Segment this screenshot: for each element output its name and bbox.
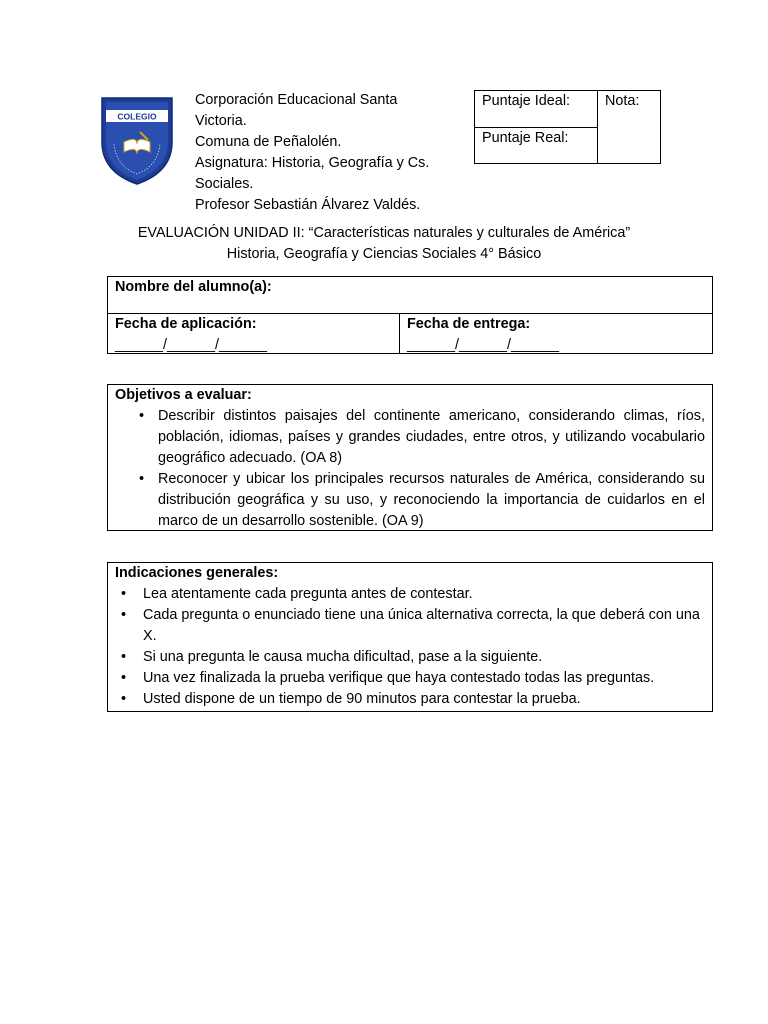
- indications-heading: Indicaciones generales:: [115, 565, 279, 581]
- header-line: Asignatura: Historia, Geografía y Cs.: [195, 155, 430, 171]
- indication-item: • Una vez finalizada la prueba verifique que haya contestado todas las preguntas.: [115, 668, 705, 689]
- objectives-box: [107, 384, 713, 531]
- crest-label: COLEGIO: [117, 111, 157, 122]
- student-name-label: Nombre del alumno(a):: [115, 279, 272, 295]
- header-line: Comuna de Peñalolén.: [195, 134, 342, 150]
- delivery-date-blank: ______/______/______: [407, 337, 560, 353]
- indication-item: • Usted dispone de un tiempo de 90 minutos para contestar la prueba.: [115, 689, 705, 710]
- delivery-date-label: Fecha de entrega:: [407, 316, 531, 332]
- objectives-list: [115, 406, 705, 532]
- application-date-blank: ______/______/______: [115, 337, 268, 353]
- header-line: Profesor Sebastián Álvarez Valdés.: [195, 197, 421, 213]
- objective-item: • Reconocer y ubicar los principales recursos naturales de América, considerando su distribución geográfica y su uso, y reconociendo la importancia de cuidarlos en el marco de un desarrollo sostenible. (OA 9): [115, 469, 705, 532]
- exam-title: EVALUACIÓN UNIDAD II: “Características naturales y culturales de América”: [137, 225, 631, 241]
- application-date-label: Fecha de aplicación:: [115, 316, 257, 332]
- exam-subtitle: Historia, Geografía y Ciencias Sociales 4° Básico: [226, 246, 542, 262]
- indication-item: • Cada pregunta o enunciado tiene una única alternativa correcta, la que deberá con una X.: [115, 605, 705, 647]
- grade-cell[interactable]: [598, 91, 661, 164]
- school-crest-logo: [100, 94, 174, 186]
- indication-item: • Si una pregunta le causa mucha dificultad, pase a la siguiente.: [115, 647, 705, 668]
- grade-label: Nota:: [605, 93, 640, 109]
- ideal-score-cell[interactable]: [475, 91, 598, 128]
- delivery-date-field[interactable]: [400, 314, 712, 353]
- objective-item: • Describir distintos paisajes del continente americano, considerando climas, ríos, población, idiomas, países y grandes ciudades, entre otros, y utilizando vocabulario geográfico adecuado. (OA 8): [115, 406, 705, 469]
- student-info-box: [107, 276, 713, 354]
- real-score-label: Puntaje Real:: [482, 130, 569, 146]
- indication-item: • Lea atentamente cada pregunta antes de contestar.: [115, 584, 705, 605]
- ideal-score-label: Puntaje Ideal:: [482, 93, 571, 109]
- objectives-heading: Objetivos a evaluar:: [115, 387, 252, 403]
- student-name-field[interactable]: [108, 277, 712, 314]
- score-table: [474, 90, 661, 164]
- indications-box: [107, 562, 713, 712]
- school-header: [195, 90, 475, 216]
- real-score-cell[interactable]: [475, 128, 598, 164]
- header-line: Victoria.: [195, 113, 247, 129]
- header-line: Sociales.: [195, 176, 254, 192]
- application-date-field[interactable]: [108, 314, 400, 353]
- indications-list: [115, 584, 705, 710]
- header-line: Corporación Educacional Santa: [195, 92, 398, 108]
